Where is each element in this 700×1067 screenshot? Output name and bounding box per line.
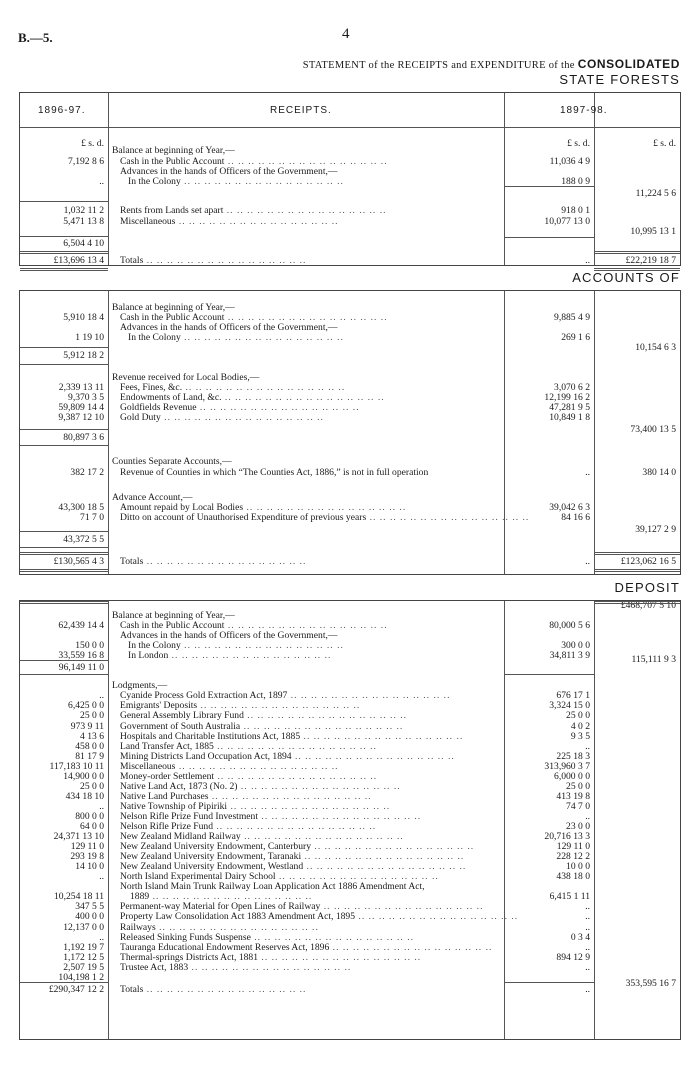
description: New Zealand University Endowment, Westland .. .. .. .. .. .. .. .. .. .. .. .. .. .. .. .. — [120, 861, 467, 873]
total-rule — [594, 552, 680, 555]
left-amount: 62,439 14 4 — [58, 620, 104, 632]
leader-dots: .. .. .. .. .. .. .. .. .. .. .. .. .. .. .. .. — [329, 941, 493, 953]
description: Trustee Act, 1883 .. .. .. .. .. .. .. .. .. .. .. .. .. .. .. .. — [120, 961, 352, 973]
subtotal-rule — [504, 674, 594, 675]
leader-dots: .. .. .. .. .. .. .. .. .. .. .. .. .. .. .. .. — [149, 891, 313, 903]
description: Released Sinking Funds Suspense .. .. .. .. .. .. .. .. .. .. .. .. .. .. .. .. — [120, 931, 414, 943]
description: New Zealand University Endowment, Taranaki .. .. .. .. .. .. .. .. .. .. .. .. .. .. .. .. — [120, 851, 465, 863]
description: Cash in the Public Account .. .. .. .. .. .. .. .. .. .. .. .. .. .. .. .. — [120, 312, 388, 323]
left-amount: 5,910 18 4 — [63, 312, 104, 323]
description: Rents from Lands set apart .. .. .. .. .. .. .. .. .. .. .. .. .. .. .. .. — [120, 205, 387, 216]
leader-dots: .. .. .. .. .. .. .. .. .. .. .. .. .. .. .. .. — [180, 640, 344, 652]
left-amount: 4 13 6 — [80, 730, 104, 742]
subtotal-rule — [20, 674, 108, 675]
left-amount: 64 0 0 — [80, 821, 104, 832]
mid-amount: 84 16 6 — [561, 512, 590, 523]
left-amount: 400 0 0 — [75, 911, 104, 923]
subtotal-rule — [20, 445, 108, 446]
description: Nelson Rifle Prize Fund Investment .. .. .. .. .. .. .. .. .. .. .. .. .. .. .. .. — [120, 810, 422, 822]
leader-dots: .. .. .. .. .. .. .. .. .. .. .. .. .. .. .. .. — [188, 961, 352, 973]
mid-amount: .. — [585, 255, 590, 266]
leader-dots: .. .. .. .. .. .. .. .. .. .. .. .. .. .. .. .. — [301, 851, 465, 863]
left-amount: 81 17 9 — [75, 750, 104, 762]
page-number: 4 — [342, 26, 350, 42]
left-amount: 14 10 0 — [75, 861, 104, 873]
description: Cash in the Public Account .. .. .. .. .. .. .. .. .. .. .. .. .. .. .. .. — [120, 156, 388, 167]
description: Advances in the hands of Officers of the Government,— — [120, 166, 338, 177]
subtotal-rule — [20, 982, 108, 983]
description: Balance at beginning of Year,— — [112, 610, 235, 621]
mid-amount: 4 0 2 — [570, 720, 590, 732]
description: Counties Separate Accounts,— — [112, 456, 232, 467]
leader-dots: .. .. .. .. .. .. .. .. .. .. .. .. .. .. .. .. — [175, 760, 339, 772]
description: Goldfields Revenue .. .. .. .. .. .. .. .. .. .. .. .. .. .. .. .. — [120, 402, 360, 413]
right-amount: 10,154 6 3 — [635, 342, 676, 353]
description: Hospitals and Charitable Institutions Act, 1885 .. .. .. .. .. .. .. .. .. .. .. .. .. .. .. .. — [120, 730, 464, 742]
leader-dots: .. .. .. .. .. .. .. .. .. .. .. .. .. .. .. .. — [243, 502, 407, 513]
description: Endowments of Land, &c. .. .. .. .. .. .. .. .. .. .. .. .. .. .. .. .. — [120, 392, 385, 403]
mid-amount: 34,811 3 9 — [549, 650, 590, 662]
leader-dots: .. .. .. .. .. .. .. .. .. .. .. .. .. .. .. .. — [224, 312, 388, 323]
description: Tauranga Educational Endowment Reserves Act, 1896 .. .. .. .. .. .. .. .. .. .. .. .. .. .. .. .. — [120, 941, 493, 953]
right-amount: £22,219 18 7 — [625, 255, 676, 266]
left-amount: 9,387 12 10 — [58, 412, 104, 423]
mid-amount: 6,000 0 0 — [554, 770, 590, 782]
mid-amount: 413 19 8 — [556, 790, 590, 802]
left-amount: 71 7 0 — [80, 512, 104, 523]
description: In London .. .. .. .. .. .. .. .. .. .. .. .. .. .. .. .. — [128, 650, 332, 662]
description: Balance at beginning of Year,— — [112, 145, 235, 156]
leader-dots: .. .. .. .. .. .. .. .. .. .. .. .. .. .. .. .. — [291, 750, 455, 762]
left-amount: 2,339 13 11 — [58, 382, 104, 393]
description: Miscellaneous .. .. .. .. .. .. .. .. .. .. .. .. .. .. .. .. — [120, 760, 339, 772]
right-total: £468,707 5 10 — [620, 600, 676, 611]
mid-amount: 438 18 0 — [556, 871, 590, 883]
mid-amount: 918 0 1 — [561, 205, 590, 216]
left-amount: 973 9 11 — [70, 720, 104, 732]
description: In the Colony .. .. .. .. .. .. .. .. .. .. .. .. .. .. .. .. — [128, 176, 344, 187]
left-amount: 293 19 8 — [70, 851, 104, 863]
description: Permanent-way Material for Open Lines of Railway .. .. .. .. .. .. .. .. .. .. .. .. .. .. .. .. — [120, 901, 484, 913]
mid-amount: .. — [585, 810, 590, 822]
mid-amount: 269 1 6 — [561, 332, 590, 343]
header-rule — [20, 127, 680, 128]
mid-amount: .. — [585, 740, 590, 752]
mid-amount: 25 0 0 — [566, 710, 590, 722]
state-forests-table — [19, 92, 681, 266]
left-amount: 33,559 16 8 — [58, 650, 104, 662]
left-amount: 1 19 10 — [75, 332, 104, 343]
right-amount: 10,995 13 1 — [630, 226, 676, 237]
left-amount: 25 0 0 — [80, 710, 104, 722]
left-amount: 104,198 1 2 — [58, 971, 104, 983]
mid-amount: 9,885 4 9 — [554, 312, 590, 323]
description: Advances in the hands of Officers of the Government,— — [120, 630, 338, 642]
left-amount: 43,372 5 5 — [63, 534, 104, 545]
description: Property Law Consolidation Act 1883 Amendment Act, 1895 .. .. .. .. .. .. .. .. .. .. .. .. .. .. .. .. — [120, 911, 519, 923]
mid-amount: 3,324 15 0 — [549, 700, 590, 712]
left-amount: 150 0 0 — [75, 640, 104, 652]
leader-dots: .. .. .. .. .. .. .. .. .. .. .. .. .. .. .. .. — [175, 216, 339, 227]
section-title-deposit: DEPOSIT — [614, 580, 680, 595]
left-amount: .. — [99, 176, 104, 187]
total-rule — [594, 601, 680, 604]
mid-amount: 0 3 4 — [570, 931, 590, 943]
leader-dots: .. .. .. .. .. .. .. .. .. .. .. .. .. .. .. .. — [197, 700, 361, 712]
mid-amount: 80,000 5 6 — [549, 620, 590, 632]
subtotal-rule — [20, 547, 108, 548]
units-left: £ s. d. — [81, 138, 104, 149]
report-code: B.—5. — [18, 30, 53, 45]
left-amount: 14,900 0 0 — [63, 770, 104, 782]
right-amount: 115,111 9 3 — [631, 654, 676, 666]
left-amount: 43,300 18 5 — [58, 502, 104, 513]
leader-dots: .. .. .. .. .. .. .. .. .. .. .. .. .. .. .. .. — [237, 780, 401, 792]
mid-amount: 228 12 2 — [556, 851, 590, 863]
leader-dots: .. .. .. .. .. .. .. .. .. .. .. .. .. .. .. .. — [180, 176, 344, 187]
right-amount: 73,400 13 5 — [630, 424, 676, 435]
left-amount: 458 0 0 — [75, 740, 104, 752]
mid-amount: .. — [585, 921, 590, 933]
subtotal-rule — [20, 429, 108, 430]
description: Land Transfer Act, 1885 .. .. .. .. .. .. .. .. .. .. .. .. .. .. .. .. — [120, 740, 377, 752]
right-amount: 39,127 2 9 — [635, 524, 676, 535]
right-amount: £123,062 16 5 — [620, 556, 676, 567]
left-amount: .. — [99, 690, 104, 702]
left-amount: 1,172 12 5 — [63, 951, 104, 963]
leader-dots: .. .. .. .. .. .. .. .. .. .. .. .. .. .. .. .. — [243, 710, 408, 722]
leader-dots: .. .. .. .. .. .. .. .. .. .. .. .. .. .. .. .. — [258, 951, 422, 963]
description: Amount repaid by Local Bodies .. .. .. .. .. .. .. .. .. .. .. .. .. .. .. .. — [120, 502, 407, 513]
left-amount: 6,504 4 10 — [63, 238, 104, 249]
leader-dots: .. .. .. .. .. .. .. .. .. .. .. .. .. .. .. .. — [311, 841, 475, 853]
description: Government of South Australia .. .. .. .. .. .. .. .. .. .. .. .. .. .. .. .. — [120, 720, 404, 732]
leader-dots: .. .. .. .. .. .. .. .. .. .. .. .. .. .. .. .. — [155, 921, 319, 933]
mid-amount: 47,281 9 5 — [549, 402, 590, 413]
description: 1889 .. .. .. .. .. .. .. .. .. .. .. .. .. .. .. .. — [130, 891, 313, 903]
description: Money-order Settlement .. .. .. .. .. .. .. .. .. .. .. .. .. .. .. .. — [120, 770, 378, 782]
subtotal-rule — [504, 982, 594, 983]
description: Fees, Fines, &c. .. .. .. .. .. .. .. .. .. .. .. .. .. .. .. .. — [120, 382, 346, 393]
left-amount: 347 5 5 — [75, 901, 104, 913]
leader-dots: .. .. .. .. .. .. .. .. .. .. .. .. .. .. .. .. — [300, 730, 464, 742]
description: In the Colony .. .. .. .. .. .. .. .. .. .. .. .. .. .. .. .. — [128, 640, 344, 652]
mid-amount: .. — [585, 467, 590, 478]
leader-dots: .. .. .. .. .. .. .. .. .. .. .. .. .. .. .. .. — [366, 512, 530, 523]
mid-amount: .. — [585, 983, 590, 995]
leader-dots: .. .. .. .. .. .. .. .. .. .. .. .. .. .. .. .. — [240, 831, 404, 843]
left-amount: 25 0 0 — [80, 780, 104, 792]
column-header-receipts: RECEIPTS. — [270, 105, 332, 116]
leader-dots: .. .. .. .. .. .. .. .. .. .. .. .. .. .. .. .. — [227, 800, 391, 812]
total-rule — [594, 251, 680, 254]
subtotal-rule — [20, 236, 108, 237]
description: Thermal-springs Districts Act, 1881 .. .. .. .. .. .. .. .. .. .. .. .. .. .. .. .. — [120, 951, 422, 963]
leader-dots: .. .. .. .. .. .. .. .. .. .. .. .. .. .. .. .. — [143, 255, 307, 266]
left-amount: 9,370 3 5 — [68, 392, 104, 403]
mid-amount: 23 0 0 — [566, 821, 590, 832]
leader-dots: .. .. .. .. .. .. .. .. .. .. .. .. .. .. .. .. — [224, 620, 388, 632]
units-right: £ s. d. — [653, 138, 676, 149]
right-amount: 11,224 5 6 — [635, 188, 676, 199]
left-amount: 129 11 0 — [70, 841, 104, 853]
left-amount: .. — [99, 800, 104, 812]
mid-amount: 11,036 4 9 — [549, 156, 590, 167]
total-rule — [20, 569, 108, 572]
left-amount: 5,471 13 8 — [63, 216, 104, 227]
mid-amount: 225 18 3 — [556, 750, 590, 762]
statement-heading: STATEMENT of the RECEIPTS and EXPENDITURE of the CONSOLIDATED — [302, 57, 680, 71]
deposit-table — [19, 600, 681, 1040]
description: Emigrants' Deposits .. .. .. .. .. .. .. .. .. .. .. .. .. .. .. .. — [120, 700, 361, 712]
right-amount: 380 14 0 — [642, 467, 676, 478]
subtotal-rule — [20, 347, 108, 348]
left-amount: 1,032 11 2 — [63, 205, 104, 216]
description: New Zealand Midland Railway .. .. .. .. .. .. .. .. .. .. .. .. .. .. .. .. — [120, 831, 404, 843]
leader-dots: .. .. .. .. .. .. .. .. .. .. .. .. .. .. .. .. — [250, 931, 414, 943]
description: Cyanide Process Gold Extraction Act, 1897 .. .. .. .. .. .. .. .. .. .. .. .. .. .. .. .. — [120, 690, 451, 702]
mid-amount: 74 7 0 — [566, 800, 590, 812]
mid-amount: 3,070 6 2 — [554, 382, 590, 393]
mid-amount: 676 17 1 — [556, 690, 590, 702]
description: New Zealand University Endowment, Canterbury .. .. .. .. .. .. .. .. .. .. .. .. .. .. .. .. — [120, 841, 475, 853]
totals-label: Totals .. .. .. .. .. .. .. .. .. .. .. .. .. .. .. .. — [120, 255, 307, 266]
total-rule — [20, 268, 108, 271]
column-header-1897-98: 1897-98. — [560, 105, 608, 116]
description: Miscellaneous .. .. .. .. .. .. .. .. .. .. .. .. .. .. .. .. — [120, 216, 339, 227]
mid-amount: 10,077 13 0 — [544, 216, 590, 227]
mid-amount: 12,199 16 2 — [544, 392, 590, 403]
mid-amount: 894 12 9 — [556, 951, 590, 963]
leader-dots: .. .. .. .. .. .. .. .. .. .. .. .. .. .. .. .. — [168, 650, 332, 662]
leader-dots: .. .. .. .. .. .. .. .. .. .. .. .. .. .. .. .. — [143, 983, 307, 995]
description: General Assembly Library Fund .. .. .. .. .. .. .. .. .. .. .. .. .. .. .. .. — [120, 710, 408, 722]
leader-dots: .. .. .. .. .. .. .. .. .. .. .. .. .. .. .. .. — [275, 871, 439, 883]
leader-dots: .. .. .. .. .. .. .. .. .. .. .. .. .. .. .. .. — [240, 720, 404, 732]
left-amount: £290,347 12 2 — [48, 983, 104, 995]
leader-dots: .. .. .. .. .. .. .. .. .. .. .. .. .. .. .. .. — [213, 821, 377, 832]
totals-label: Totals .. .. .. .. .. .. .. .. .. .. .. .. .. .. .. .. — [120, 556, 307, 567]
totals-label: Totals .. .. .. .. .. .. .. .. .. .. .. .. .. .. .. .. — [120, 983, 307, 995]
description: In the Colony .. .. .. .. .. .. .. .. .. .. .. .. .. .. .. .. — [128, 332, 344, 343]
description: Advances in the hands of Officers of the Government,— — [120, 322, 338, 333]
column-header-1896-97: 1896-97. — [38, 105, 86, 116]
mid-amount: 6,415 1 11 — [549, 891, 590, 903]
leader-dots: .. .. .. .. .. .. .. .. .. .. .. .. .. .. .. .. — [182, 382, 346, 393]
section-title-accounts-of: ACCOUNTS OF — [572, 270, 680, 285]
mid-amount: .. — [585, 961, 590, 973]
mid-amount: 188 0 9 — [561, 176, 590, 187]
leader-dots: .. .. .. .. .. .. .. .. .. .. .. .. .. .. .. .. — [180, 332, 344, 343]
subtotal-rule — [504, 186, 594, 187]
description: Native Land Purchases .. .. .. .. .. .. .. .. .. .. .. .. .. .. .. .. — [120, 790, 372, 802]
description: Native Land Act, 1873 (No. 2) .. .. .. .. .. .. .. .. .. .. .. .. .. .. .. .. — [120, 780, 401, 792]
right-amount: 353,595 16 7 — [625, 977, 676, 989]
description: Advance Account,— — [112, 492, 193, 503]
left-amount: 1,192 19 7 — [63, 941, 104, 953]
mid-amount: 39,042 6 3 — [549, 502, 590, 513]
mid-amount: 313,960 3 7 — [544, 760, 590, 772]
total-rule — [594, 569, 680, 572]
leader-dots: .. .. .. .. .. .. .. .. .. .. .. .. .. .. .. .. — [221, 392, 385, 403]
left-amount: 434 18 10 — [65, 790, 104, 802]
mid-amount: 10,849 1 8 — [549, 412, 590, 423]
left-amount: .. — [99, 871, 104, 883]
mid-amount: 25 0 0 — [566, 780, 590, 792]
description: North Island Experimental Dairy School .. .. .. .. .. .. .. .. .. .. .. .. .. .. .. .. — [120, 871, 439, 883]
description: Mining Districts Land Occupation Act, 1894 .. .. .. .. .. .. .. .. .. .. .. .. .. .. .. .. — [120, 750, 455, 762]
left-amount: 800 0 0 — [75, 810, 104, 822]
leader-dots: .. .. .. .. .. .. .. .. .. .. .. .. .. .. .. .. — [303, 861, 467, 873]
mid-amount: 20,716 13 3 — [544, 831, 590, 843]
mid-amount: .. — [585, 901, 590, 913]
leader-dots: .. .. .. .. .. .. .. .. .. .. .. .. .. .. .. .. — [320, 901, 484, 913]
mid-amount: .. — [585, 941, 590, 953]
leader-dots: .. .. .. .. .. .. .. .. .. .. .. .. .. .. .. .. — [214, 770, 378, 782]
left-amount: 382 17 2 — [70, 467, 104, 478]
description: Ditto on account of Unauthorised Expenditure of previous years .. .. .. .. .. .. .. .. .. .. .. .. .. .. .. .. — [120, 512, 530, 523]
description: Railways .. .. .. .. .. .. .. .. .. .. .. .. .. .. .. .. — [120, 921, 319, 933]
column-rule — [108, 93, 109, 265]
left-amount: 24,371 13 10 — [53, 831, 104, 843]
description: Cash in the Public Account .. .. .. .. .. .. .. .. .. .. .. .. .. .. .. .. — [120, 620, 388, 632]
accounts-table — [19, 290, 681, 575]
description: Native Township of Pipiriki .. .. .. .. .. .. .. .. .. .. .. .. .. .. .. .. — [120, 800, 391, 812]
left-amount: 5,912 18 2 — [63, 350, 104, 361]
column-rule — [108, 601, 109, 1039]
leader-dots: .. .. .. .. .. .. .. .. .. .. .. .. .. .. .. .. — [287, 690, 451, 702]
left-amount: 10,254 18 11 — [53, 891, 104, 903]
column-rule — [594, 93, 595, 265]
subtotal-rule — [20, 531, 108, 532]
leader-dots: .. .. .. .. .. .. .. .. .. .. .. .. .. .. .. .. — [213, 740, 377, 752]
left-amount: 117,183 10 11 — [49, 760, 104, 772]
leader-dots: .. .. .. .. .. .. .. .. .. .. .. .. .. .. .. .. — [143, 556, 307, 567]
subtotal-rule — [20, 660, 108, 661]
description: Balance at beginning of Year,— — [112, 302, 235, 313]
mid-amount: 300 0 0 — [561, 640, 590, 652]
leader-dots: .. .. .. .. .. .. .. .. .. .. .. .. .. .. .. .. — [355, 911, 519, 923]
leader-dots: .. .. .. .. .. .. .. .. .. .. .. .. .. .. .. .. — [224, 156, 388, 167]
column-rule — [108, 291, 109, 574]
total-rule — [20, 552, 108, 555]
mid-amount: 129 11 0 — [556, 841, 590, 853]
subtotal-rule — [504, 237, 594, 238]
left-amount: .. — [99, 931, 104, 943]
left-amount: 6,425 0 0 — [68, 700, 104, 712]
leader-dots: .. .. .. .. .. .. .. .. .. .. .. .. .. .. .. .. — [258, 810, 422, 822]
left-amount: £13,696 13 4 — [53, 255, 104, 266]
description: Nelson Rifle Prize Fund .. .. .. .. .. .. .. .. .. .. .. .. .. .. .. .. — [120, 821, 377, 832]
subtotal-rule — [20, 364, 108, 365]
subtotal-rule — [20, 201, 108, 202]
mid-amount: .. — [585, 911, 590, 923]
total-rule — [594, 268, 680, 271]
left-amount: 59,809 14 4 — [58, 402, 104, 413]
description: Gold Duty .. .. .. .. .. .. .. .. .. .. .. .. .. .. .. .. — [120, 412, 324, 423]
column-rule — [594, 601, 595, 1039]
left-amount: 80,897 3 6 — [63, 432, 104, 443]
mid-amount: .. — [585, 556, 590, 567]
description: North Island Main Trunk Railway Loan Application Act 1886 Amendment Act, — [120, 881, 425, 893]
mid-amount: 10 0 0 — [566, 861, 590, 873]
leader-dots: .. .. .. .. .. .. .. .. .. .. .. .. .. .. .. .. — [196, 402, 360, 413]
units-mid: £ s. d. — [567, 138, 590, 149]
total-rule — [20, 251, 108, 254]
left-amount: 12,137 0 0 — [63, 921, 104, 933]
leader-dots: .. .. .. .. .. .. .. .. .. .. .. .. .. .. .. .. — [208, 790, 372, 802]
left-amount: 2,507 19 5 — [63, 961, 104, 973]
description: Lodgments,— — [112, 680, 168, 692]
leader-dots: .. .. .. .. .. .. .. .. .. .. .. .. .. .. .. .. — [223, 205, 387, 216]
total-rule — [20, 601, 108, 604]
left-amount: £130,565 4 3 — [53, 556, 104, 567]
description: Revenue of Counties in which “The Counties Act, 1886,” is not in full operation — [120, 467, 429, 478]
section-title-state-forests: STATE FORESTS — [559, 72, 680, 87]
left-amount: 96,149 11 0 — [58, 662, 104, 674]
left-amount: 7,192 8 6 — [68, 156, 104, 167]
leader-dots: .. .. .. .. .. .. .. .. .. .. .. .. .. .. .. .. — [160, 412, 324, 423]
description: Revenue received for Local Bodies,— — [112, 372, 260, 383]
mid-amount: 9 3 5 — [570, 730, 590, 742]
